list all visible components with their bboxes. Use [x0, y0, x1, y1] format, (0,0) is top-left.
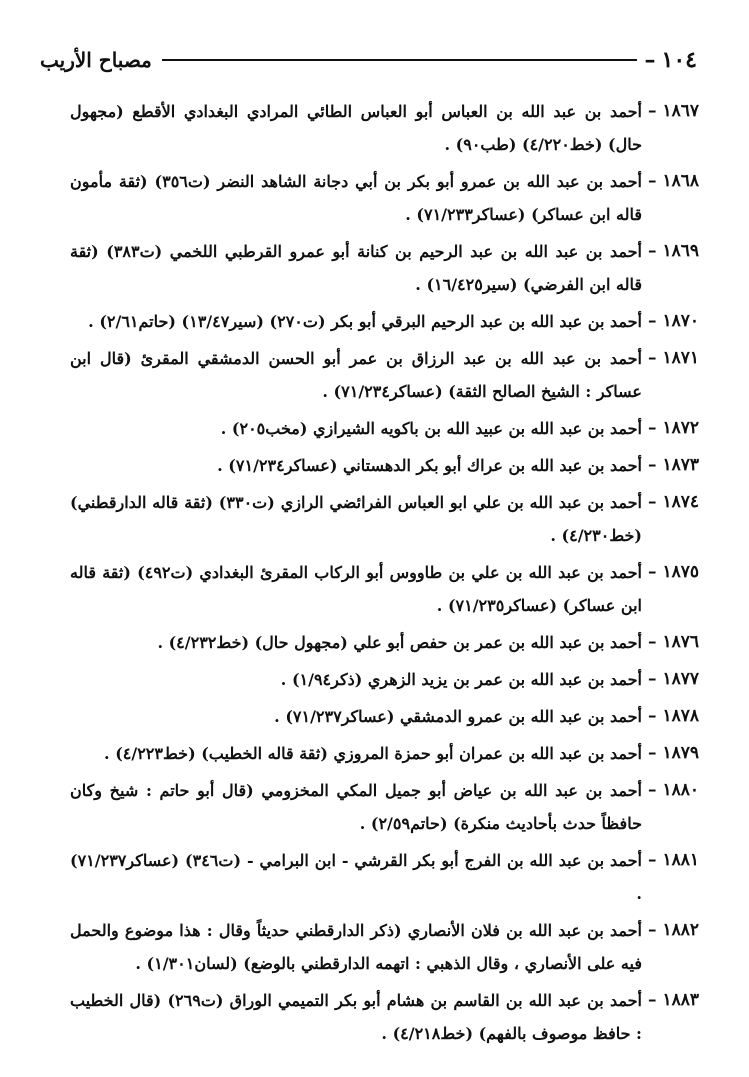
entry-text: أحمد بن عبد الله بن القاسم بن هشام أبو بكر التميمي الوراق (ت٢٦٩) (قال الخطيب : حافظ موصوف بالفهم) (خط٤/٢١٨) .	[70, 991, 642, 1043]
page-number: ١٠٤	[661, 47, 697, 73]
entry-1880	[70, 774, 699, 840]
entry-text: أحمد بن عبد الله بن عبد الرحيم بن كنانة أبو عمرو القرطبي اللخمي (ت٣٨٣) (ثقة قاله ابن الفرضي) (سير١٦/٤٢٥) .	[70, 242, 642, 294]
entry-1878	[70, 700, 699, 733]
page-header	[40, 40, 697, 80]
entry-text: أحمد بن عبد الله بن عمر بن حفص أبو علي (مجهول حال) (خط٤/٢٣٢) .	[157, 633, 642, 652]
entry-dash: –	[647, 743, 657, 763]
entry-1868	[70, 165, 699, 231]
entry-1877	[70, 663, 699, 696]
running-title: مصباح الأريب	[40, 48, 152, 72]
entry-dash: –	[647, 669, 657, 689]
entry-number: ١٨٧٨	[662, 706, 699, 726]
entry-text: أحمد بن عبد الله بن عبد الرحيم البرقي أبو بكر (ت٢٧٠) (سير١٣/٤٧) (حاتم٢/٦١) .	[88, 312, 642, 331]
entry-text: أحمد بن عبد الله بن عراك أبو بكر الدهستاني (عساكر٧١/٢٣٤) .	[217, 456, 642, 475]
entry-number: ١٨٨٠	[662, 780, 699, 800]
entry-number: ١٨٦٨	[662, 171, 699, 191]
header-rule	[162, 59, 637, 61]
header-dash: –	[644, 47, 656, 73]
entry-1872	[70, 412, 699, 445]
entry-1879	[70, 737, 699, 770]
entry-1874	[70, 486, 699, 552]
entry-text: أحمد بن عبد الله بن فلان الأنصاري (ذكر الدارقطني حديثاً وقال : هذا موضوع والحمل فيه على الأنصاري ، وقال الذهبي : اتهمه الدارقطني بالوضع) (لسان١/٣٠١) .	[70, 921, 642, 973]
entry-1867	[70, 95, 699, 161]
entry-dash: –	[647, 632, 657, 652]
entry-dash: –	[647, 171, 657, 191]
entry-number: ١٨٧٧	[662, 669, 699, 689]
entry-1870	[70, 305, 699, 338]
entry-number: ١٨٧٦	[662, 632, 699, 652]
entry-number: ١٨٧٥	[662, 562, 699, 582]
entry-number: ١٨٦٩	[662, 241, 699, 261]
entry-1873	[70, 449, 699, 482]
entry-1883	[70, 984, 699, 1050]
entry-1869	[70, 235, 699, 301]
entry-number: ١٨٨٢	[662, 920, 699, 940]
entry-dash: –	[647, 850, 657, 870]
entry-number: ١٨٧٩	[662, 743, 699, 763]
entry-text: أحمد بن عبد الله بن عمرو أبو بكر بن أبي دجانة الشاهد النضر (ت٣٥٦) (ثقة مأمون قاله ابن عساكر) (عساكر٧١/٢٣٣) .	[70, 172, 642, 224]
entry-dash: –	[647, 990, 657, 1010]
entry-text: أحمد بن عبد الله بن عمر بن يزيد الزهري (ذكر١/٩٤) .	[280, 670, 642, 689]
entry-number: ١٨٧٢	[662, 418, 699, 438]
entry-dash: –	[647, 241, 657, 261]
entry-number: ١٨٧٣	[662, 455, 699, 475]
entry-dash: –	[647, 706, 657, 726]
entry-1882	[70, 914, 699, 980]
entry-dash: –	[647, 562, 657, 582]
entry-text: أحمد بن عبد الله بن عبيد الله بن باكويه الشيرازي (مخب٢٠٥) .	[220, 419, 642, 438]
entry-text: أحمد بن عبد الله بن عمران أبو حمزة المروزي (ثقة قاله الخطيب) (خط٤/٢٢٣) .	[104, 744, 642, 763]
entry-dash: –	[647, 780, 657, 800]
entry-text: أحمد بن عبد الله بن علي ابو العباس الفرائضي الرازي (ت٣٣٠) (ثقة قاله الدارقطني) (خط٤/٢٣٠) .	[70, 493, 642, 545]
entry-1876	[70, 626, 699, 659]
entry-1871	[70, 342, 699, 408]
entry-dash: –	[647, 311, 657, 331]
entry-text: أحمد بن عبد الله بن عبد الرزاق بن عمر أبو الحسن الدمشقي المقرئ (قال ابن عساكر : الشيخ الصالح الثقة) (عساكر٧١/٢٣٤) .	[70, 349, 642, 401]
entry-number: ١٨٧٠	[662, 311, 699, 331]
entry-dash: –	[647, 492, 657, 512]
entry-dash: –	[647, 101, 657, 121]
entry-dash: –	[647, 455, 657, 475]
entry-dash: –	[647, 348, 657, 368]
entry-number: ١٨٨١	[662, 850, 699, 870]
entry-number: ١٨٧٤	[662, 492, 699, 512]
entry-text: أحمد بن عبد الله بن عمرو الدمشقي (عساكر٧١/٢٣٧) .	[274, 707, 642, 726]
entry-number: ١٨٨٣	[662, 990, 699, 1010]
entry-dash: –	[647, 418, 657, 438]
entry-text: أحمد بن عبد الله بن الفرج أبو بكر القرشي - ابن البرامي - (ت٣٤٦) (عساكر٧١/٢٣٧) .	[70, 851, 642, 903]
entry-dash: –	[647, 920, 657, 940]
entry-text: أحمد بن عبد الله بن عياض أبو جميل المكي المخزومي (قال أبو حاتم : شيخ وكان حافظاً حدث بأحاديث منكرة) (حاتم٢/٥٩) .	[70, 781, 642, 833]
entry-number: ١٨٦٧	[662, 101, 699, 121]
entries-list	[70, 95, 699, 1054]
entry-text: أحمد بن عبد الله بن العباس أبو العباس الطائي المرادي البغدادي الأقطع (مجهول حال) (خط٤/٢٢٠) (طب٩٠) .	[70, 102, 642, 154]
entry-text: أحمد بن عبد الله بن علي بن طاووس أبو الركاب المقرئ البغدادي (ت٤٩٢) (ثقة قاله ابن عساكر) (عساكر٧١/٢٣٥) .	[70, 563, 642, 615]
entry-1881	[70, 844, 699, 910]
entry-1875	[70, 556, 699, 622]
entry-number: ١٨٧١	[662, 348, 699, 368]
